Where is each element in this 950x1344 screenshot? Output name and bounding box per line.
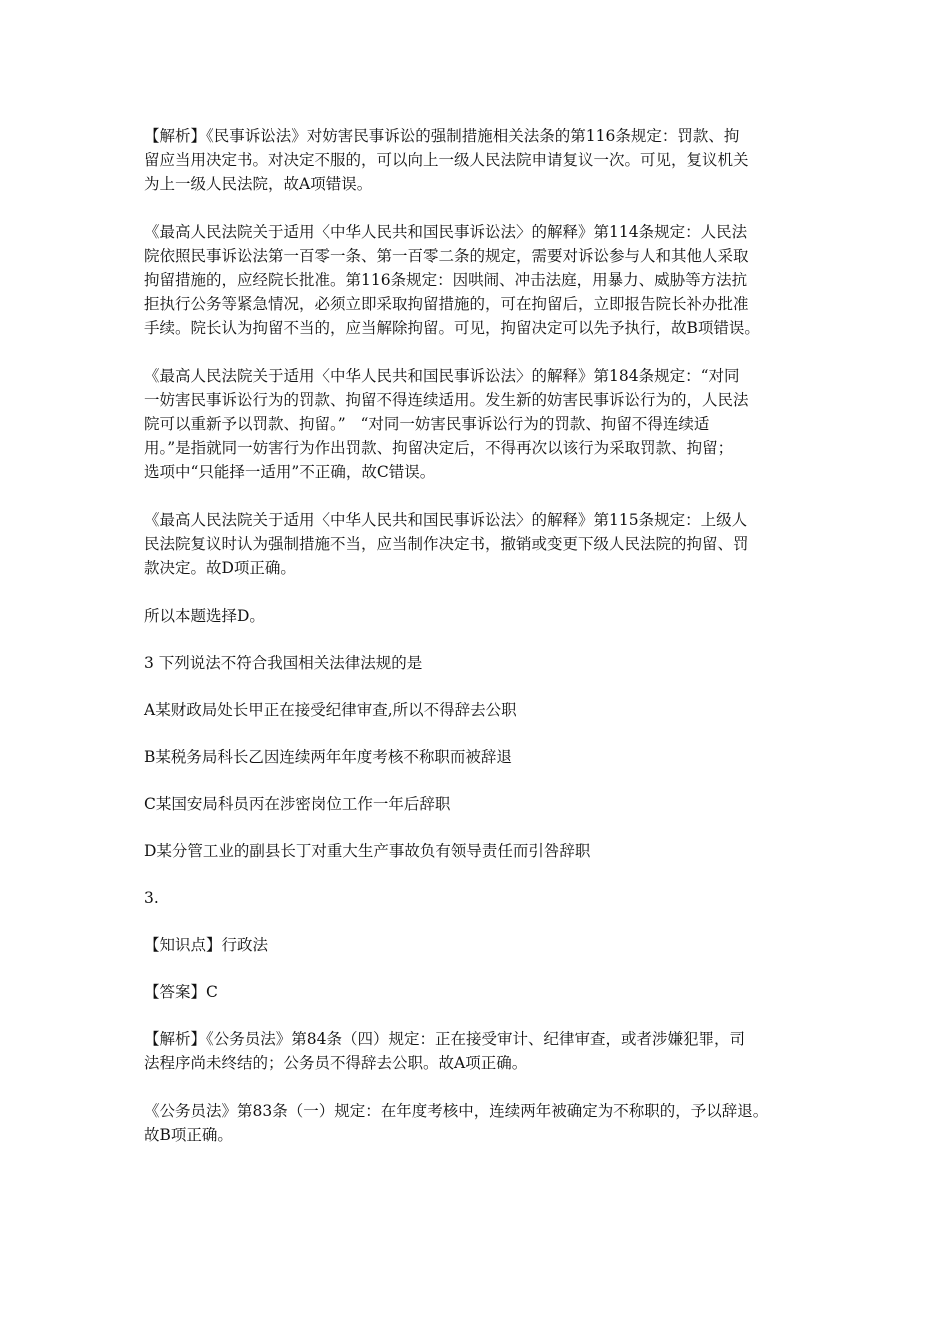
question-title: 3 下列说法不符合我国相关法律法规的是 <box>144 654 423 672</box>
text-line: 拘留措施的，应经院长批准。第116条规定：因哄闹、冲击法庭，用暴力、威胁等方法抗 <box>144 271 748 289</box>
conclusion-text: 所以本题选择D。 <box>144 607 265 625</box>
text-line: 【解析】《民事诉讼法》对妨害民事诉讼的强制措施相关法条的第116条规定：罚款、拘 <box>144 127 740 145</box>
knowledge-point: 【知识点】行政法 <box>144 936 269 954</box>
text-line: 拒执行公务等紧急情况，必须立即采取拘留措施的，可在拘留后，立即报告院长补办批准 <box>144 295 749 313</box>
option-a: A某财政局处长甲正在接受纪律审查,所以不得辞去公职 <box>144 701 517 719</box>
text-line: 《最高人民法院关于适用〈中华人民共和国民事诉讼法〉的解释》第115条规定：上级人 <box>144 511 748 529</box>
text-line: 一妨害民事诉讼行为的罚款、拘留不得连续适用。发生新的妨害民事诉讼行为的，人民法 <box>144 391 749 409</box>
text-line: 院依照民事诉讼法第一百零一条、第一百零二条的规定，需要对诉讼参与人和其他人采取 <box>144 247 749 265</box>
text-line: 《公务员法》第83条（一）规定：在年度考核中，连续两年被确定为不称职的，予以辞退。 <box>144 1102 769 1120</box>
analysis-paragraph-7 <box>144 1099 812 1147</box>
option-b: B某税务局科长乙因连续两年年度考核不称职而被辞退 <box>144 748 512 766</box>
analysis-paragraph-3 <box>144 364 812 484</box>
text-line: 选项中“只能择一适用”不正确，故C错误。 <box>144 463 436 481</box>
text-line: 手续。院长认为拘留不当的，应当解除拘留。可见，拘留决定可以先予执行，故B项错误。 <box>144 319 760 337</box>
text-line: 民法院复议时认为强制措施不当，应当制作决定书，撤销或变更下级人民法院的拘留、罚 <box>144 535 749 553</box>
analysis-paragraph-6 <box>144 1027 812 1075</box>
text-line: 《最高人民法院关于适用〈中华人民共和国民事诉讼法〉的解释》第184条规定：“对同 <box>144 367 740 385</box>
text-line: 款决定。故D项正确。 <box>144 559 296 577</box>
text-line: 法程序尚未终结的；公务员不得辞去公职。故A项正确。 <box>144 1054 528 1072</box>
text-line: 故B项正确。 <box>144 1126 233 1144</box>
option-c: C某国安局科员丙在涉密岗位工作一年后辞职 <box>144 795 451 813</box>
option-d: D某分管工业的副县长丁对重大生产事故负有领导责任而引咎辞职 <box>144 842 591 860</box>
analysis-paragraph-1 <box>144 124 812 196</box>
text-line: 为上一级人民法院，故A项错误。 <box>144 175 373 193</box>
text-line: 《最高人民法院关于适用〈中华人民共和国民事诉讼法〉的解释》第114条规定：人民法 <box>144 223 748 241</box>
answer-label: 【答案】C <box>144 983 218 1001</box>
text-line: 留应当用决定书。对决定不服的，可以向上一级人民法院申请复议一次。可见，复议机关 <box>144 151 749 169</box>
analysis-paragraph-4 <box>144 508 812 580</box>
text-line: 【解析】《公务员法》第84条（四）规定：正在接受审计、纪律审查，或者涉嫌犯罪，司 <box>144 1030 745 1048</box>
question-number: 3. <box>144 889 159 907</box>
text-line: 院可以重新予以罚款、拘留。” “对同一妨害民事诉讼行为的罚款、拘留不得连续适 <box>144 415 710 433</box>
text-line: 用。”是指就同一妨害行为作出罚款、拘留决定后，不得再次以该行为采取罚款、拘留； <box>144 439 734 457</box>
document-page <box>144 124 812 1147</box>
analysis-paragraph-2 <box>144 220 812 340</box>
